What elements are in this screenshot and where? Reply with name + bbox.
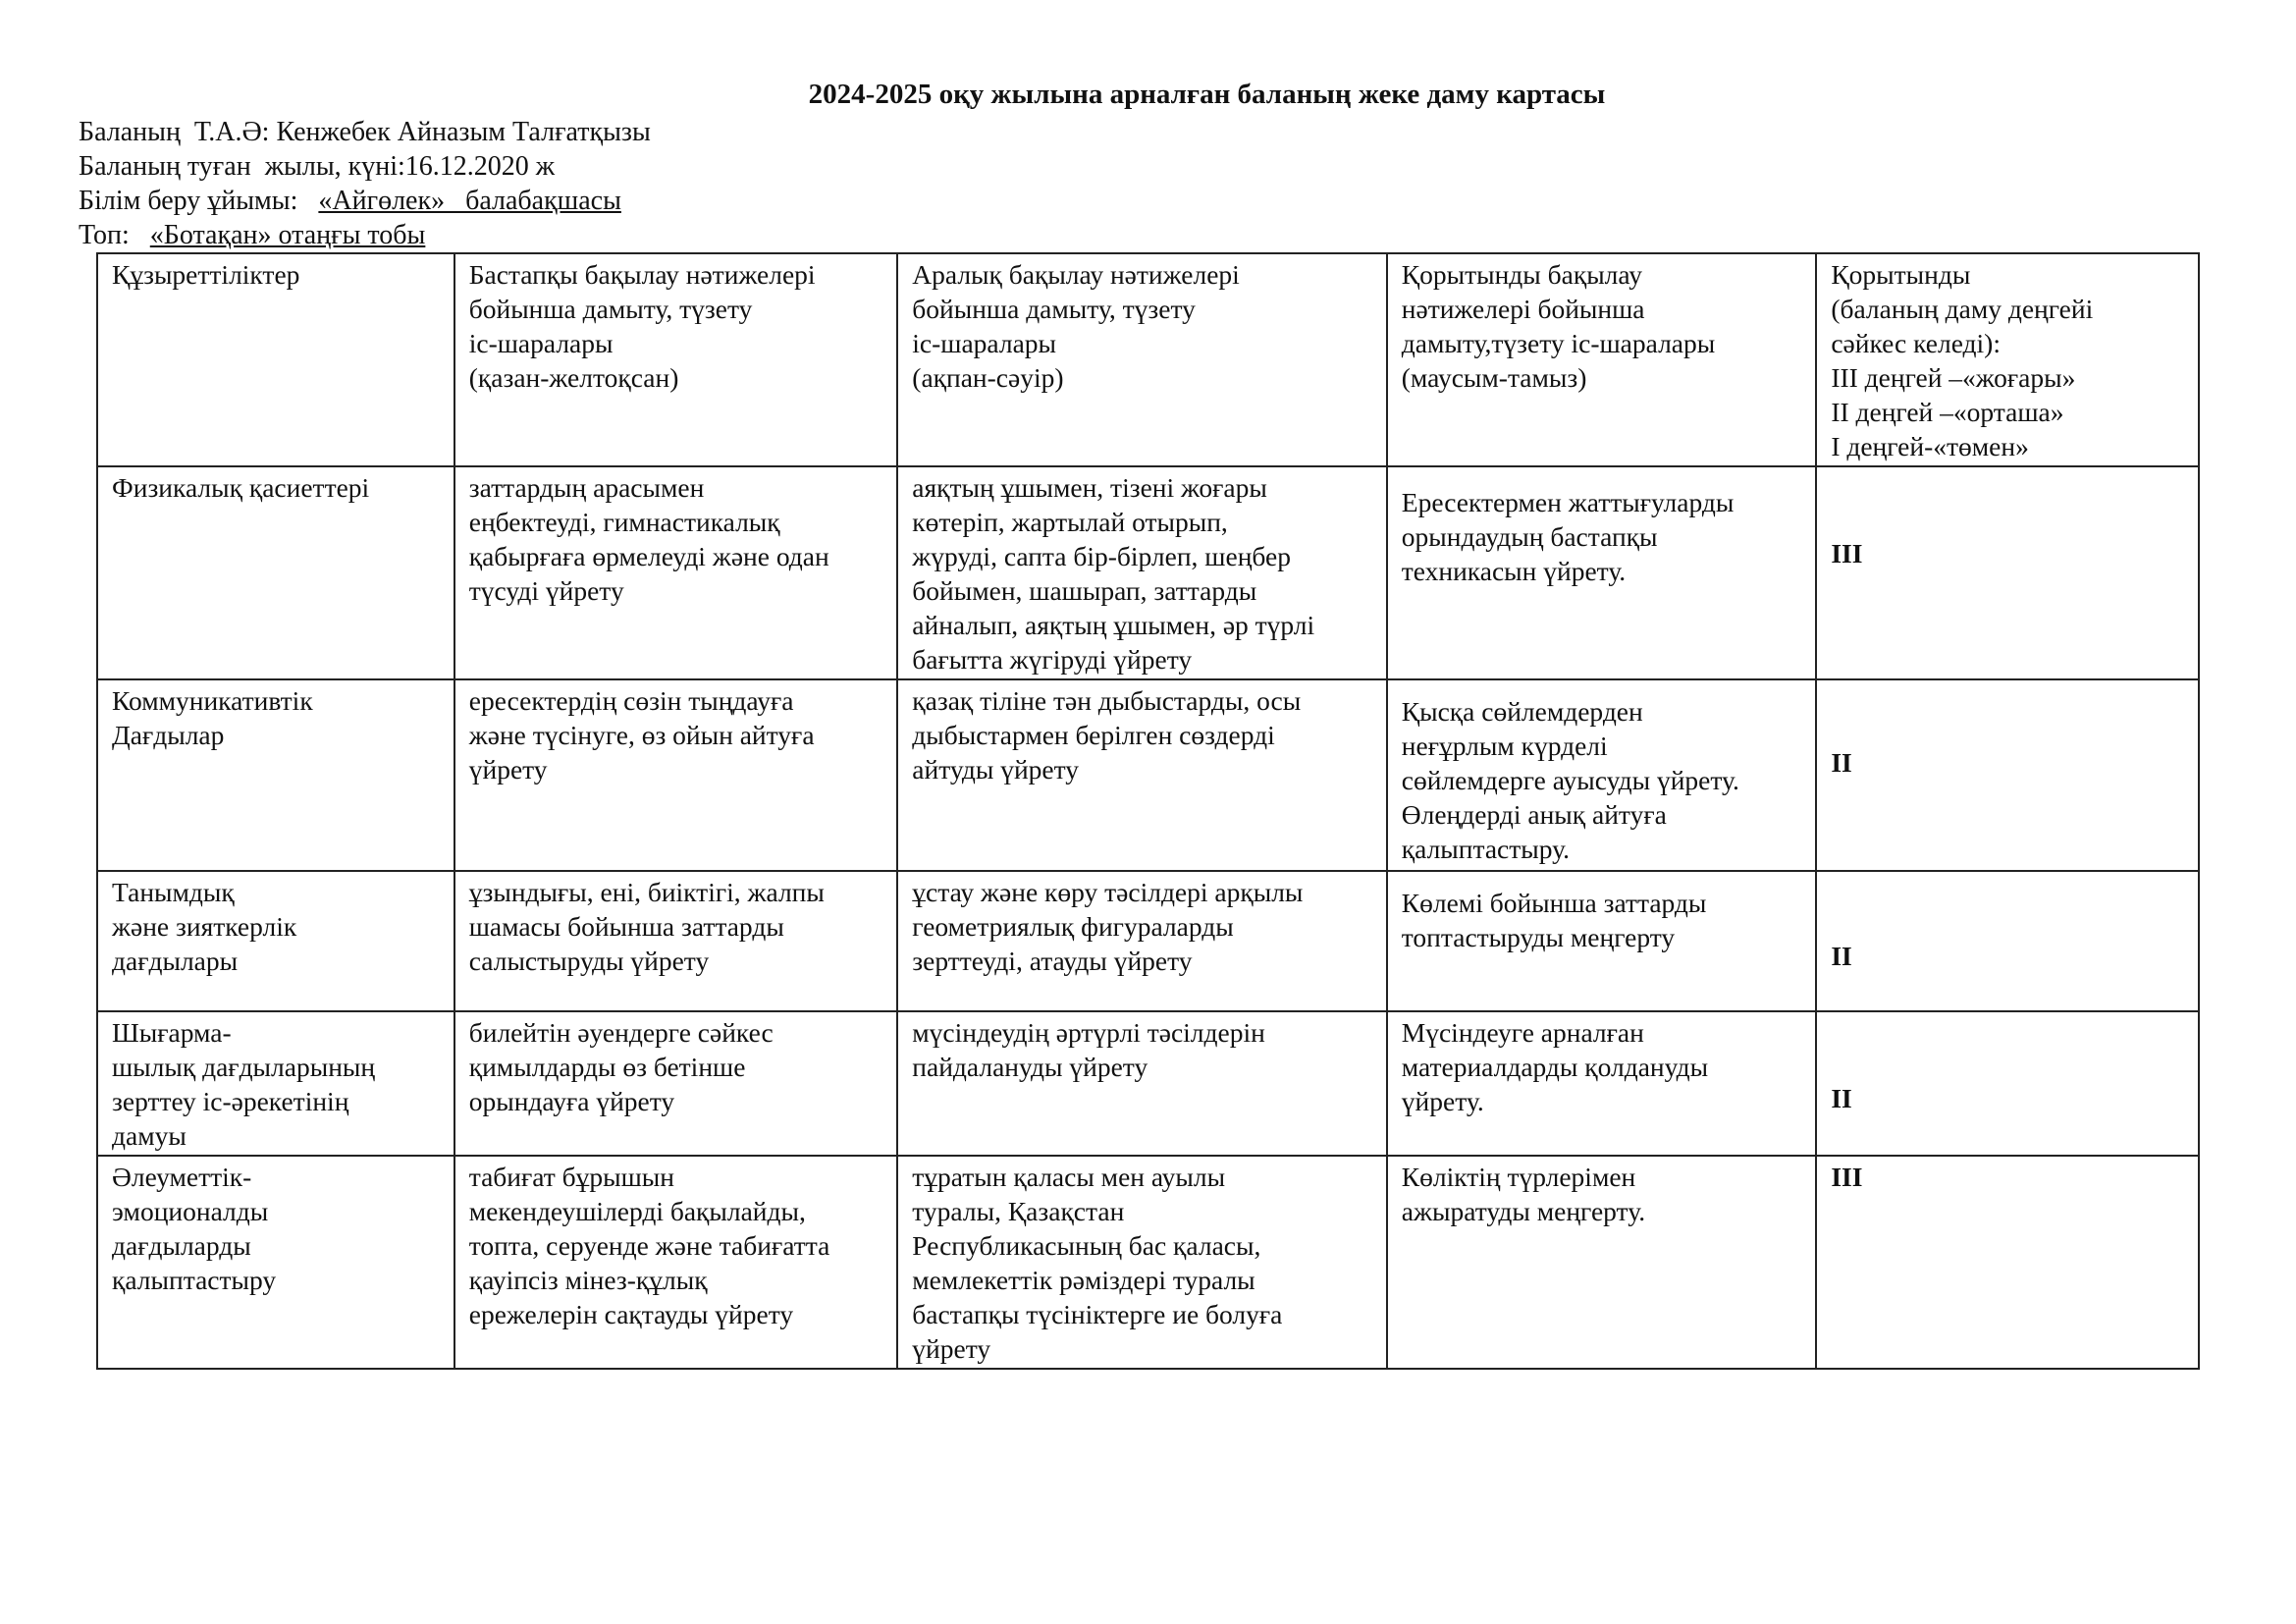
child-info bbox=[79, 115, 651, 252]
final-cell: Қысқа сөйлемдерден неғұрлым күрделі сөйлемдерге ауысуды үйрету. Өлеңдерді анық айтуға қалыптастыру. bbox=[1387, 679, 1817, 871]
final-cell: Көлемі бойынша заттарды топтастыруды меңгерту bbox=[1387, 871, 1817, 1011]
organization-name: «Айгөлек» балабақшасы bbox=[318, 186, 621, 216]
header-result: Қорытынды (баланың даму деңгейі сәйкес келеді): III деңгей –«жоғары» II деңгей –«орташа» I деңгей-«төмен» bbox=[1816, 253, 2199, 466]
competency-cell: Танымдық және зияткерлік дағдылары bbox=[97, 871, 454, 1011]
table-header-row bbox=[97, 253, 2199, 466]
intermediate-cell: қазақ тіліне тән дыбыстарды, осы дыбыстармен берілген сөздерді айтуды үйрету bbox=[897, 679, 1386, 871]
birth-date-line bbox=[79, 149, 651, 184]
intermediate-cell: тұратын қаласы мен ауылы туралы, Қазақстан Республикасының бас қаласы, мемлекеттік рәміздері туралы бастапқы түсініктерге ие болуға үйрету bbox=[897, 1156, 1386, 1369]
birth-label: Баланың туған жылы, күні: bbox=[79, 151, 405, 182]
development-card-table bbox=[96, 252, 2200, 1370]
competency-cell: Физикалық қасиеттері bbox=[97, 466, 454, 679]
level-cell: II bbox=[1816, 679, 2199, 871]
table-row bbox=[97, 1156, 2199, 1369]
organization-label: Білім беру ұйымы: bbox=[79, 186, 319, 216]
table-row bbox=[97, 466, 2199, 679]
final-cell: Көліктің түрлерімен ажыратуды меңгерту. bbox=[1387, 1156, 1817, 1369]
birth-date: 16.12.2020 ж bbox=[404, 151, 556, 182]
group-label: Топ: bbox=[79, 220, 150, 250]
competency-cell: Әлеуметтік- эмоционалды дағдыларды қалыптастыру bbox=[97, 1156, 454, 1369]
organization-line bbox=[79, 184, 651, 218]
table-row bbox=[97, 871, 2199, 1011]
intermediate-cell: аяқтың ұшымен, тізені жоғары көтеріп, жартылай отырып, жүруді, сапта бір-бірлеп, шеңбер бойымен, шашырап, заттарды айналып, аяқтың ұшымен, әр түрлі бағытта жүгіруді үйрету bbox=[897, 466, 1386, 679]
table-row bbox=[97, 1011, 2199, 1156]
initial-cell: ересектердің сөзін тыңдауға және түсінуге, өз ойын айтуға үйрету bbox=[454, 679, 898, 871]
level-cell: III bbox=[1816, 466, 2199, 679]
competency-cell: Шығарма- шылық дағдыларының зерттеу іс-әрекетінің дамуы bbox=[97, 1011, 454, 1156]
group-name: «Ботақан» отаңғы тобы bbox=[149, 220, 426, 250]
initial-cell: табиғат бұрышын мекендеушілерді бақылайды, топта, серуенде және табиғатта қауіпсіз мінез-құлық ережелерін сақтауды үйрету bbox=[454, 1156, 898, 1369]
table-row bbox=[97, 679, 2199, 871]
child-name-label: Баланың Т.А.Ә: bbox=[79, 117, 277, 147]
competency-cell: Коммуникативтік Дағдылар bbox=[97, 679, 454, 871]
final-cell: Ересектермен жаттығуларды орындаудың бастапқы техникасын үйрету. bbox=[1387, 466, 1817, 679]
level-cell: II bbox=[1816, 871, 2199, 1011]
header-intermediate: Аралық бақылау нәтижелері бойынша дамыту, түзету іс-шаралары (ақпан-сәуір) bbox=[897, 253, 1386, 466]
child-name-line bbox=[79, 115, 651, 149]
initial-cell: заттардың арасымен eңбектеуді, гимнастикалық қабырғаға өрмелеуді және одан түсуді үйрету bbox=[454, 466, 898, 679]
header-competency: Құзыреттіліктер bbox=[97, 253, 454, 466]
level-cell: III bbox=[1816, 1156, 2199, 1369]
initial-cell: ұзындығы, ені, биіктігі, жалпы шамасы бойынша заттарды салыстыруды үйрету bbox=[454, 871, 898, 1011]
group-line bbox=[79, 218, 651, 252]
level-cell: II bbox=[1816, 1011, 2199, 1156]
child-name: Кенжебек Айназым Талғатқызы bbox=[276, 117, 651, 147]
intermediate-cell: мүсіндеудің әртүрлі тәсілдерін пайдалануды үйрету bbox=[897, 1011, 1386, 1156]
document-title: 2024-2025 оқу жылына арналған баланың жеке даму картасы bbox=[808, 79, 1606, 110]
intermediate-cell: ұстау және көру тәсілдері арқылы геометриялық фигураларды зерттеуді, атауды үйрету bbox=[897, 871, 1386, 1011]
header-final: Қорытынды бақылау нәтижелері бойынша дамыту,түзету іс-шаралары (маусым-тамыз) bbox=[1387, 253, 1817, 466]
initial-cell: билейтін әуендерге сәйкес қимылдарды өз бетінше орындауға үйрету bbox=[454, 1011, 898, 1156]
header-initial: Бастапқы бақылау нәтижелері бойынша дамыту, түзету іс-шаралары (қазан-желтоқсан) bbox=[454, 253, 898, 466]
final-cell: Мүсіндеуге арналған материалдарды қолдануды үйрету. bbox=[1387, 1011, 1817, 1156]
